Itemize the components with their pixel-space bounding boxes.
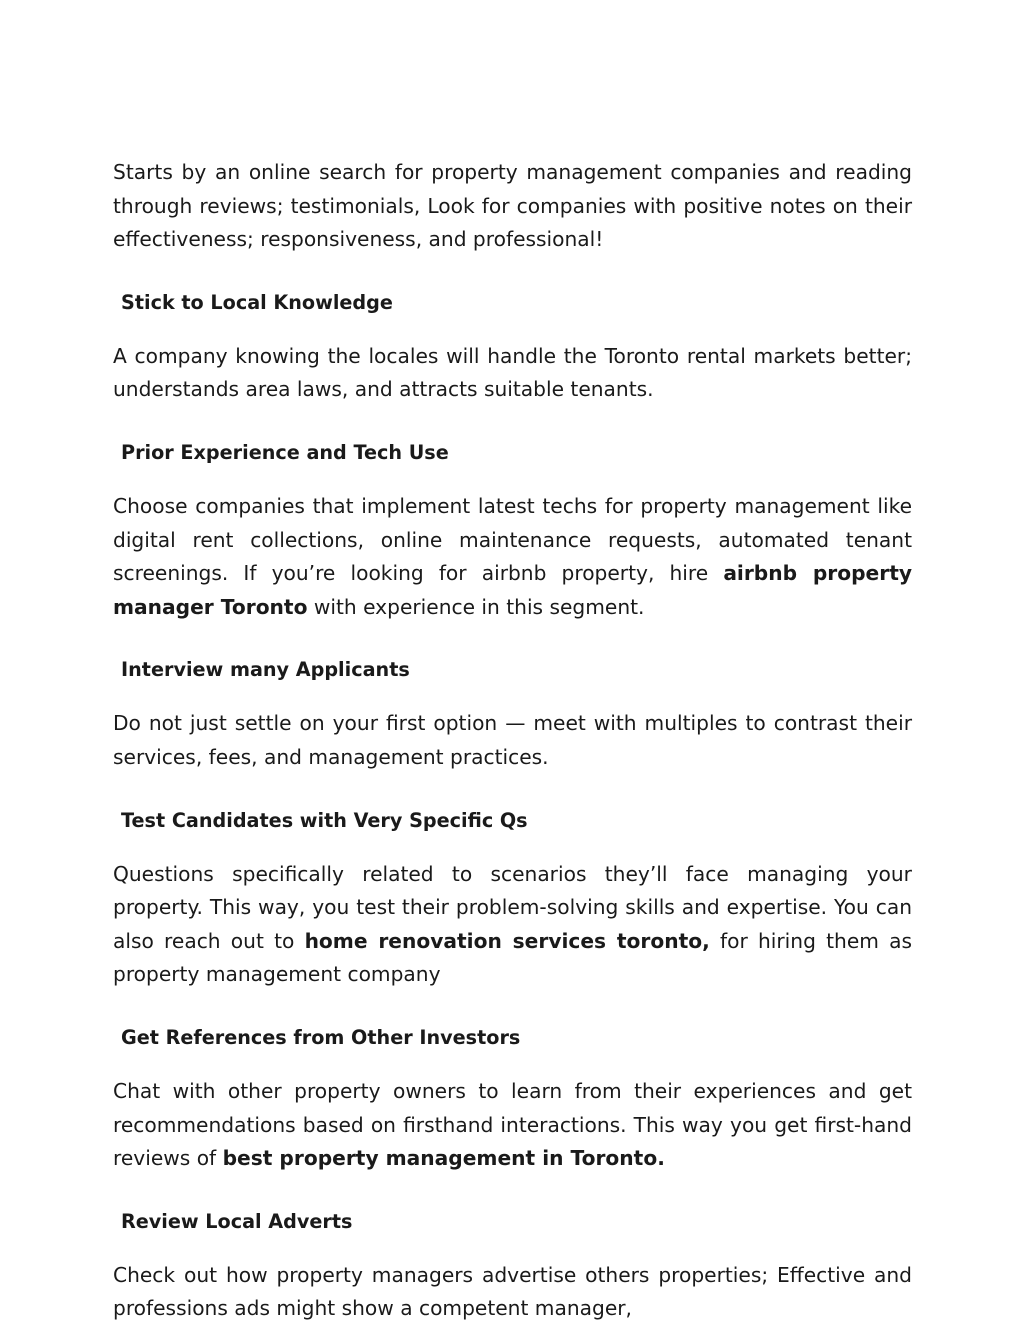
bold-keyword: best property management in Toronto. <box>222 1146 665 1171</box>
paragraph-text: for hiring them as property management company <box>113 928 912 987</box>
section-heading: Test Candidates with Very Specific Qs <box>121 808 528 832</box>
intro-paragraph <box>113 156 912 257</box>
section-paragraph <box>113 1075 912 1176</box>
paragraph-text: Choose companies that implement latest techs for property management like digital rent collections, online maintenance requests, automated tenant screenings. If you’re looking for airbnb property, hire <box>113 493 912 586</box>
paragraph-text: Do not just settle on your first option — meet with multiples to contrast their services, fees, and management practices. <box>113 711 912 769</box>
section-heading: Interview many Applicants <box>121 658 410 682</box>
section-paragraph <box>113 490 912 624</box>
section-heading: Stick to Local Knowledge <box>121 290 393 314</box>
paragraph-text: with experience in this segment. <box>307 594 645 619</box>
paragraph-text: Starts by an online search for property management companies and reading through reviews; testimonials, Look for companies with positive notes on their effectiveness; responsiveness, and professional! <box>113 160 912 252</box>
paragraph-text: Chat with other property owners to learn from their experiences and get recommendations based on firsthand interactions. This way you get first-hand reviews of <box>113 1078 912 1171</box>
section-paragraph <box>113 340 912 407</box>
document-body <box>113 156 912 1326</box>
paragraph-text: Check out how property managers advertise others properties; Effective and professions ads might show a competent manager, <box>113 1262 912 1321</box>
bold-keyword: home renovation services toronto, <box>304 928 710 953</box>
section-paragraph <box>113 1259 912 1326</box>
section-heading: Review Local Adverts <box>121 1209 353 1233</box>
section-paragraph <box>113 858 912 992</box>
section-heading: Get References from Other Investors <box>121 1025 521 1049</box>
section-heading: Prior Experience and Tech Use <box>121 440 449 464</box>
paragraph-text: A company knowing the locales will handle the Toronto rental markets better; understands area laws, and attracts suitable tenants. <box>113 343 912 402</box>
section-paragraph <box>113 707 912 774</box>
bold-keyword: airbnb property manager Toronto <box>113 561 913 619</box>
paragraph-text: Questions specifically related to scenarios they’ll face managing your property. This way, you test their problem-solving skills and expertise. You can also reach out to <box>113 861 912 953</box>
